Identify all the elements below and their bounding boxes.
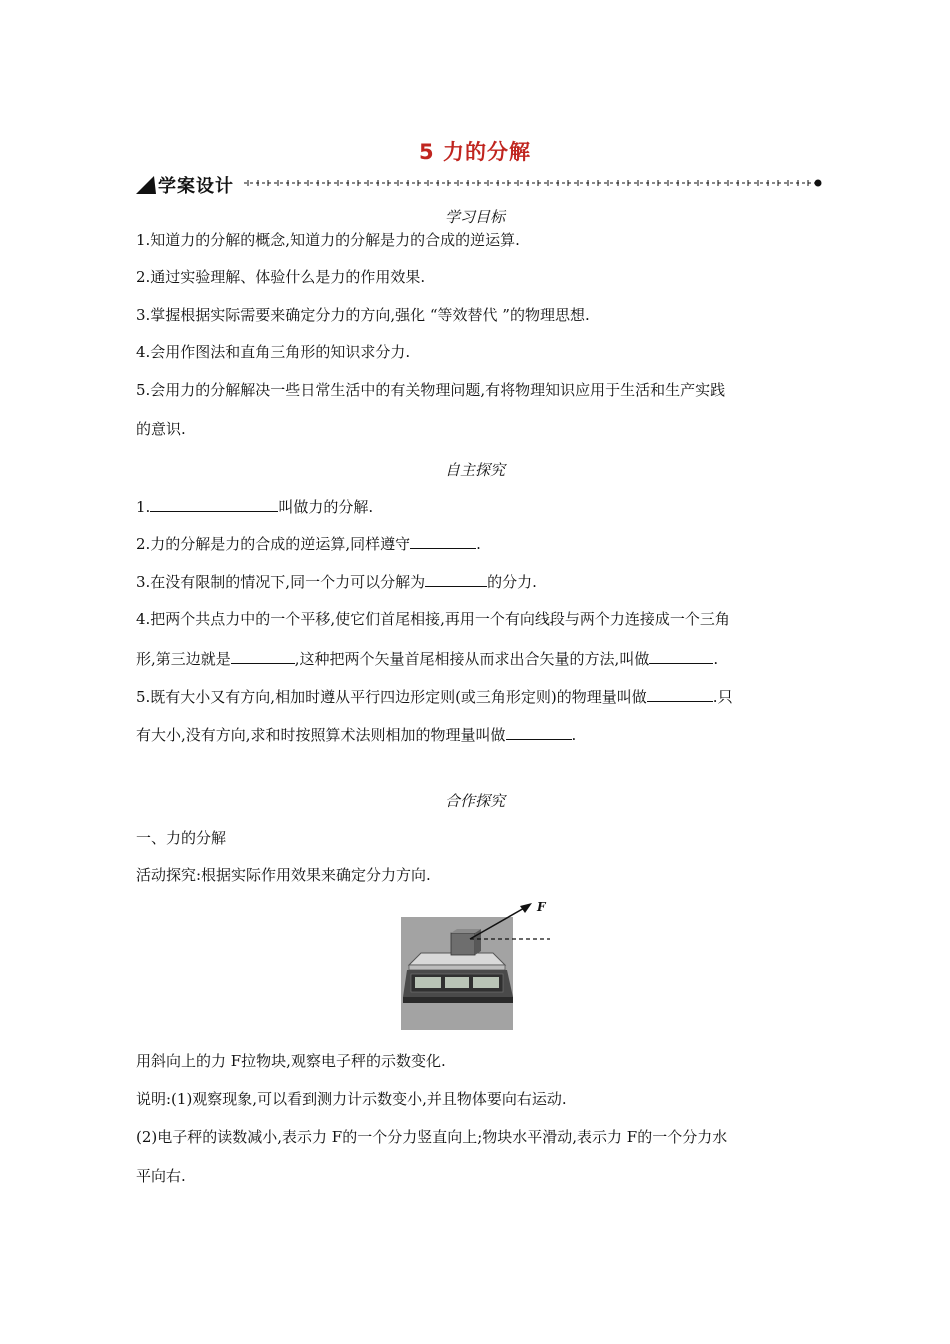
q5-text-d: .	[571, 726, 577, 744]
q4-blank-2[interactable]	[649, 648, 713, 664]
q3-prefix: 3.在没有限制的情况下,同一个力可以分解为	[136, 573, 426, 591]
coop-activity: 活动探究:根据实际作用效果来确定分力方向.	[136, 866, 431, 884]
section-heading-goals: 学习目标	[444, 208, 505, 226]
banner-label: 学案设计	[158, 176, 234, 197]
q4-text-b: ,这种把两个矢量首尾相接从而求出合矢量的方法,叫做	[294, 650, 650, 668]
note-2-line-1: (2)电子秤的读数减小,表示力 F的一个分力竖直向上;物块水平滑动,表示力 F的一个分力水	[136, 1128, 728, 1146]
page-title: 5 力的分解	[419, 140, 531, 164]
q5-blank-1[interactable]	[647, 686, 713, 702]
q4-text-c: .	[713, 650, 719, 668]
q1-prefix: 1.	[136, 498, 151, 516]
q4-text-a: 形,第三边就是	[136, 650, 231, 668]
goal-item: 3.掌握根据实际需要来确定分力的方向,强化 “等效替代 ”的物理思想.	[136, 306, 590, 324]
force-label: F	[537, 900, 546, 914]
section-heading-coop: 合作探究	[444, 792, 505, 810]
q5-text-a: 5.既有大小又有方向,相加时遵从平行四边形定则(或三角形定则)的物理量叫做	[136, 688, 647, 706]
q2-prefix: 2.力的分解是力的合成的逆运算,同样遵守	[136, 535, 411, 553]
q5-text-c: 有大小,没有方向,求和时按照算术法则相加的物理量叫做	[136, 726, 506, 744]
q3-blank[interactable]	[425, 571, 487, 587]
section-banner	[136, 170, 822, 198]
q2-suffix: .	[476, 535, 481, 553]
question-5-line-2	[136, 724, 576, 745]
goal-item: 2.通过实验理解、体验什么是力的作用效果.	[136, 268, 426, 286]
q2-blank[interactable]	[410, 533, 476, 549]
question-2	[136, 533, 481, 554]
q4-blank-1[interactable]	[231, 648, 295, 664]
force-arrow-shaft	[470, 907, 526, 939]
force-diagram	[400, 895, 560, 955]
question-5-line-1	[136, 686, 733, 707]
figure-caption: 用斜向上的力 F拉物块,观察电子秤的示数变化.	[136, 1052, 446, 1070]
question-4-line-2	[136, 648, 718, 669]
goal-item: 5.会用力的分解解决一些日常生活中的有关物理问题,有将物理知识应用于生活和生产实践	[136, 381, 726, 399]
question-1	[136, 496, 373, 517]
section-heading-self-study: 自主探究	[444, 461, 505, 479]
question-3	[136, 571, 537, 592]
q5-blank-2[interactable]	[506, 724, 572, 740]
banner-wedge-icon	[136, 176, 156, 194]
q1-blank[interactable]	[150, 496, 278, 512]
coop-heading-1: 一、力的分解	[136, 829, 227, 847]
goal-item: 的意识.	[136, 420, 186, 438]
note-1: 说明:(1)观察现象,可以看到测力计示数变小,并且物体要向右运动.	[136, 1090, 567, 1108]
q3-suffix: 的分力.	[487, 573, 537, 591]
banner-end-dot-icon	[815, 180, 822, 187]
question-4-line-1: 4.把两个共点力中的一个平移,使它们首尾相接,再用一个有向线段与两个力连接成一个三角	[136, 610, 730, 628]
goal-item: 1.知道力的分解的概念,知道力的分解是力的合成的逆运算.	[136, 231, 520, 249]
banner-decoration	[136, 170, 822, 198]
q5-text-b: .只	[712, 688, 733, 706]
force-arrowhead-icon	[520, 903, 532, 913]
goal-item: 4.会用作图法和直角三角形的知识求分力.	[136, 343, 411, 361]
note-2-line-2: 平向右.	[136, 1167, 186, 1185]
q1-suffix: 叫做力的分解.	[278, 498, 374, 516]
